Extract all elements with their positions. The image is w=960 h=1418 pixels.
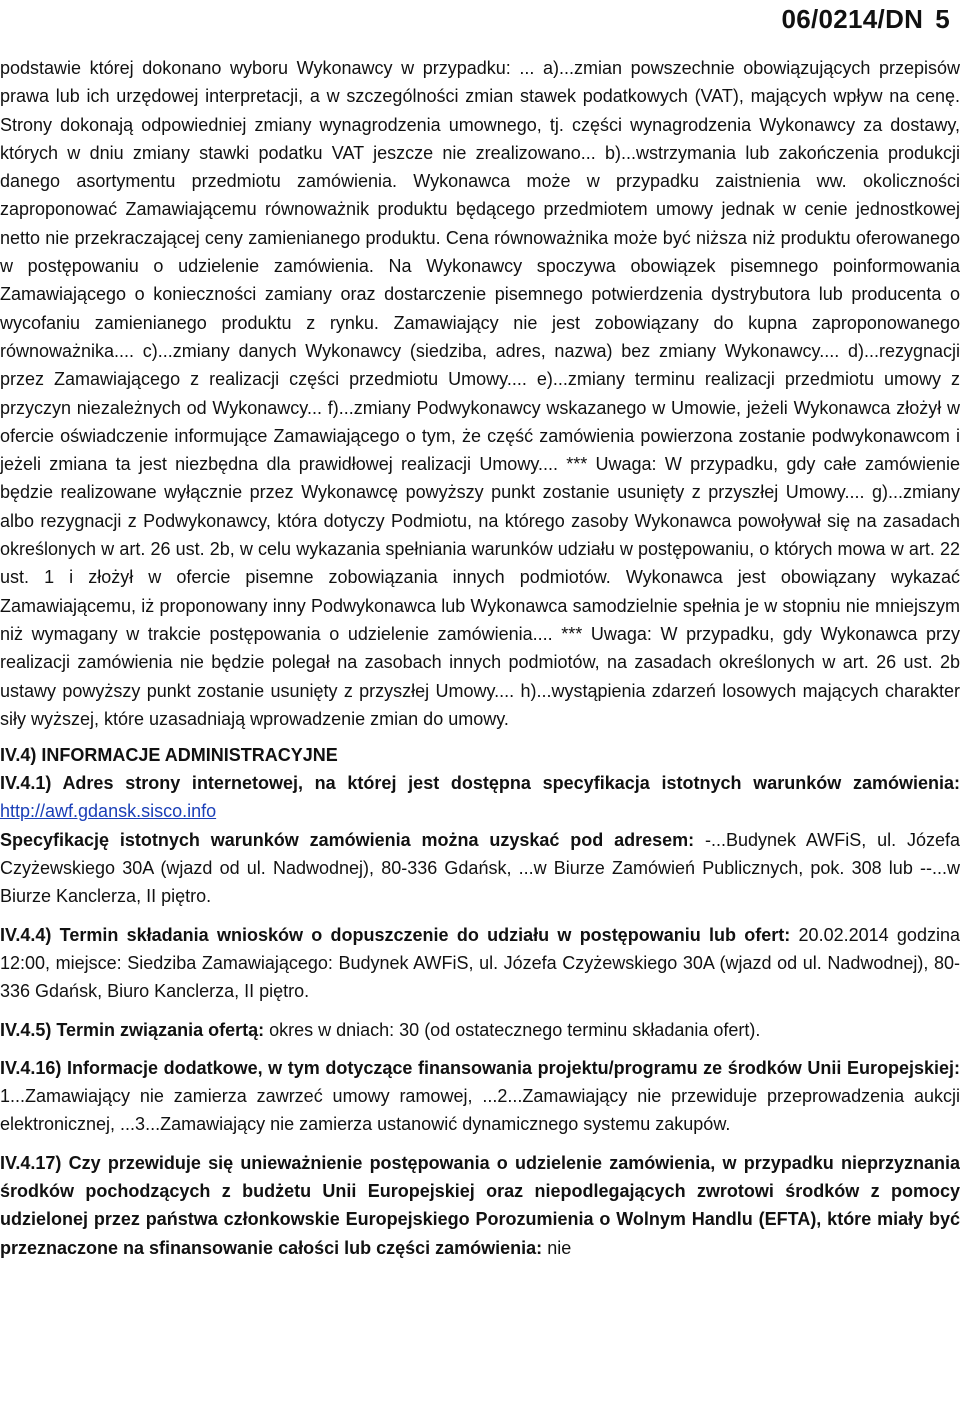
item-iv4-4-label: IV.4.4) Termin składania wniosków o dopuszczenie do udziału w postępowaniu lub ofert: xyxy=(0,924,791,945)
page-header xyxy=(781,4,950,35)
spec-address xyxy=(0,826,960,911)
item-iv4-4-value: 20.02.2014 godzina 12:00, miejsce: Siedziba Zamawiającego: Budynek AWFiS, ul. Józefa Czyżewskiego 30A (wjazd od ul. Nadwodnej), 80-336 Gdańsk, Biuro Kanclerza, II piętro. xyxy=(0,924,960,1002)
contract-changes-paragraph: podstawie której dokonano wyboru Wykonawcy w przypadku: ... a)...zmian powszechnie obowiązujących przepisów prawa lub ich urzędowej interpretacji, a w szczególności zmian stawek podatkowych (VAT), mających wpływ na cenę. Strony dokonają odpowiedniej zmiany wynagrodzenia umownego, tj. części wynagrodzenia Wykonawcy za dostawy, których w dniu zmiany stawki podatku VAT jeszcze nie zrealizowano... b)...wstrzymania lub zakończenia produkcji danego asortymentu przedmiotu zamówienia. Wykonawca może w przypadku zaistnienia ww. okoliczności zaproponować Zamawiającemu równoważnik produktu będącego przedmiotem umowy jednak w cenie jednostkowej netto nie przekraczającej ceny zamienianego produktu. Cena równoważnika może być niższa niż produktu oferowanego w postępowaniu o udzielenie zamówienia. Na Wykonawcy spoczywa obowiązek pisemnego poinformowania Zamawiającego o konieczności zamiany oraz dostarczenie pisemnego potwierdzenia dystrybutora lub producenta o wycofaniu zamienianego produktu z rynku. Zamawiający nie jest zobowiązany do kupna zaproponowanego równoważnika.... c)...zmiany danych Wykonawcy (siedziba, adres, nazwa) bez zmiany Wykonawcy.... d)...rezygnacji przez Zamawiającego z realizacji części przedmiotu Umowy.... e)...zmiany terminu realizacji przedmiotu umowy z przyczyn niezależnych od Wykonawcy... f)...zmiany Podwykonawcy wskazanego w Umowie, jeżeli Wykonawca złożył w ofercie oświadczenie informujące Zamawiającego o tym, że część zamówienia powierzona zostanie podwykonawcom i jeżeli zmiana ta jest niezbędna dla prawidłowej realizacji Umowy.... *** Uwaga: W przypadku, gdy całe zamówienie będzie realizowane wyłącznie przez Wykonawcę powyższy punkt zostanie usunięty z przyszłej Umowy.... g)...zmiany albo rezygnacji z Podwykonawcy, która dotyczy Podmiotu, na którego zasoby Wykonawca powoływał się na zasadach określonych w art. 26 ust. 2b, w celu wykazania spełniania warunków udziału w postępowaniu, o których mowa w art. 22 ust. 1 i złożył w ofercie pisemne zobowiązania innych podmiotów. Wykonawca jest obowiązany wykazać Zamawiającemu, iż proponowany inny Podwykonawca lub Wykonawca samodzielnie spełnia je w stopniu nie mniejszym niż wymagany w trakcie postępowania o udzielenie zamówienia.... *** Uwaga: W przypadku, gdy Wykonawca przy realizacji zamówienia nie będzie polegał na zasobach innych podmiotów, na zasadach określonych w art. 26 ust. 2b ustawy powyższy punkt zostanie usunięty z przyszłej Umowy.... h)...wystąpienia zdarzeń losowych mających charakter siły wyższej, które uzasadniają wprowadzenie zmian do umowy. xyxy=(0,58,960,729)
spec-address-label: Specyfikację istotnych warunków zamówienia można uzyskać pod adresem: xyxy=(0,829,695,850)
item-iv4-16-value: 1...Zamawiający nie zamierza zawrzeć umowy ramowej, ...2...Zamawiający nie przewiduje przeprowadzenia aukcji elektronicznej, ...3...Zamawiający nie zamierza ustanowić dynamicznego systemu zakupów. xyxy=(0,1086,960,1135)
page-number: 5 xyxy=(935,4,950,34)
item-iv4-16-label: IV.4.16) Informacje dodatkowe, w tym dotyczące finansowania projektu/programu ze środków Unii Europejskiej: xyxy=(0,1057,960,1078)
item-iv4-4 xyxy=(0,921,960,1006)
item-iv4-5-label: IV.4.5) Termin związania ofertą: xyxy=(0,1019,265,1040)
specification-website-link[interactable]: http://awf.gdansk.sisco.info xyxy=(0,801,217,822)
item-iv4-5-value: okres w dniach: 30 (od ostatecznego terminu składania ofert). xyxy=(269,1019,761,1040)
document-content xyxy=(0,54,960,1262)
document-number: 06/0214/DN xyxy=(781,4,924,34)
item-iv4-1-label: IV.4.1) Adres strony internetowej, na której jest dostępna specyfikacja istotnych warunków zamówienia: xyxy=(0,773,960,794)
spec-address-value: -...Budynek AWFiS, ul. Józefa Czyżewskiego 30A (wjazd od ul. Nadwodnej), 80-336 Gdańsk, ...w Biurze Zamówień Publicznych, pok. 308 lub --...w Biurze Kanclerza, II piętro. xyxy=(0,829,960,907)
item-iv4-16 xyxy=(0,1054,960,1139)
item-iv4-5 xyxy=(0,1016,960,1044)
item-iv4-17-label: IV.4.17) Czy przewiduje się unieważnienie postępowania o udzielenie zamówienia, w przypadku nieprzyznania środków pochodzących z budżetu Unii Europejskiej oraz niepodlegających zwrotowi środków z pomocy udzielonej przez państwa członkowskie Europejskiego Porozumienia o Wolnym Handlu (EFTA), które miały być przeznaczone na sfinansowanie całości lub części zamówienia: xyxy=(0,1152,960,1258)
item-iv4-1 xyxy=(0,769,960,826)
item-iv4-17-value: nie xyxy=(547,1237,572,1258)
section-heading-iv4: IV.4) INFORMACJE ADMINISTRACYJNE xyxy=(0,745,338,766)
item-iv4-17 xyxy=(0,1149,960,1262)
